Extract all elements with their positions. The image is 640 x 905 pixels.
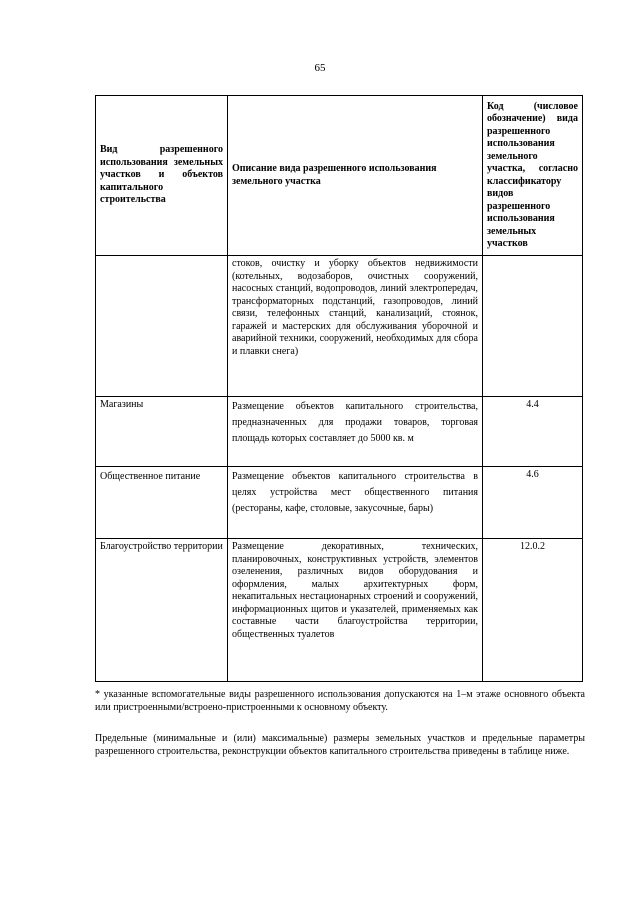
- row-description: Размещение объектов капитального строительства, предназначенных для продажи товаров, торговая площадь которых составляет до 5000 кв. м: [228, 397, 483, 467]
- row-name: [96, 256, 228, 397]
- row-description: стоков, очистку и уборку объектов недвижимости (котельных, водозаборов, очистных сооружений, насосных станций, водопроводов, линий электропередач, трансформаторных подстанций, газопроводов, линий связи, телефонных станций, канализаций, стоянок, гаражей и мастерских для обслуживания уборочной и аварийной техники, сооружений, необходимых для сбора и плавки снега): [228, 256, 483, 397]
- land-use-table: [95, 95, 583, 682]
- table-header-row: [96, 96, 583, 256]
- table-row: [96, 539, 583, 682]
- body-paragraph: Предельные (минимальные и (или) максимальные) размеры земельных участков и предельные параметры разрешенного строительства, реконструкции объектов капитального строительства приведены в таблице ниже.: [95, 733, 585, 757]
- row-description: Размещение объектов капитального строительства в целях устройства мест общественного питания (рестораны, кафе, столовые, закусочные, бары): [228, 467, 483, 539]
- table-row: [96, 397, 583, 467]
- table-row: [96, 256, 583, 397]
- header-land-use-type: Вид разрешенного использования земельных участков и объектов капитального строительства: [96, 96, 228, 256]
- row-name: Благоустройство территории: [96, 539, 228, 682]
- row-code: 4.6: [483, 467, 583, 539]
- header-code: Код (числовое обозначение) вида разрешенного использования земельного участка, согласно классификатору видов разрешенного использования земельных участков: [483, 96, 583, 256]
- footnote: * указанные вспомогательные виды разрешенного использования допускаются на 1–м этаже основного объекта или пристроенными/встроено-пристроенными к основному объекту.: [95, 689, 585, 713]
- row-code: 12.0.2: [483, 539, 583, 682]
- row-code: 4.4: [483, 397, 583, 467]
- row-code: [483, 256, 583, 397]
- header-description: Описание вида разрешенного использования земельного участка: [228, 96, 483, 256]
- table-row: [96, 467, 583, 539]
- row-name: Магазины: [96, 397, 228, 467]
- page-number: 65: [314, 62, 326, 74]
- row-description: Размещение декоративных, технических, планировочных, конструктивных устройств, элементов озеленения, различных видов оборудования и оформления, малых архитектурных форм, некапитальных нестационарных строений и сооружений, информационных щитов и указателей, применяемых как составные части благоустройства территории, общественных туалетов: [228, 539, 483, 682]
- row-name: Общественное питание: [96, 467, 228, 539]
